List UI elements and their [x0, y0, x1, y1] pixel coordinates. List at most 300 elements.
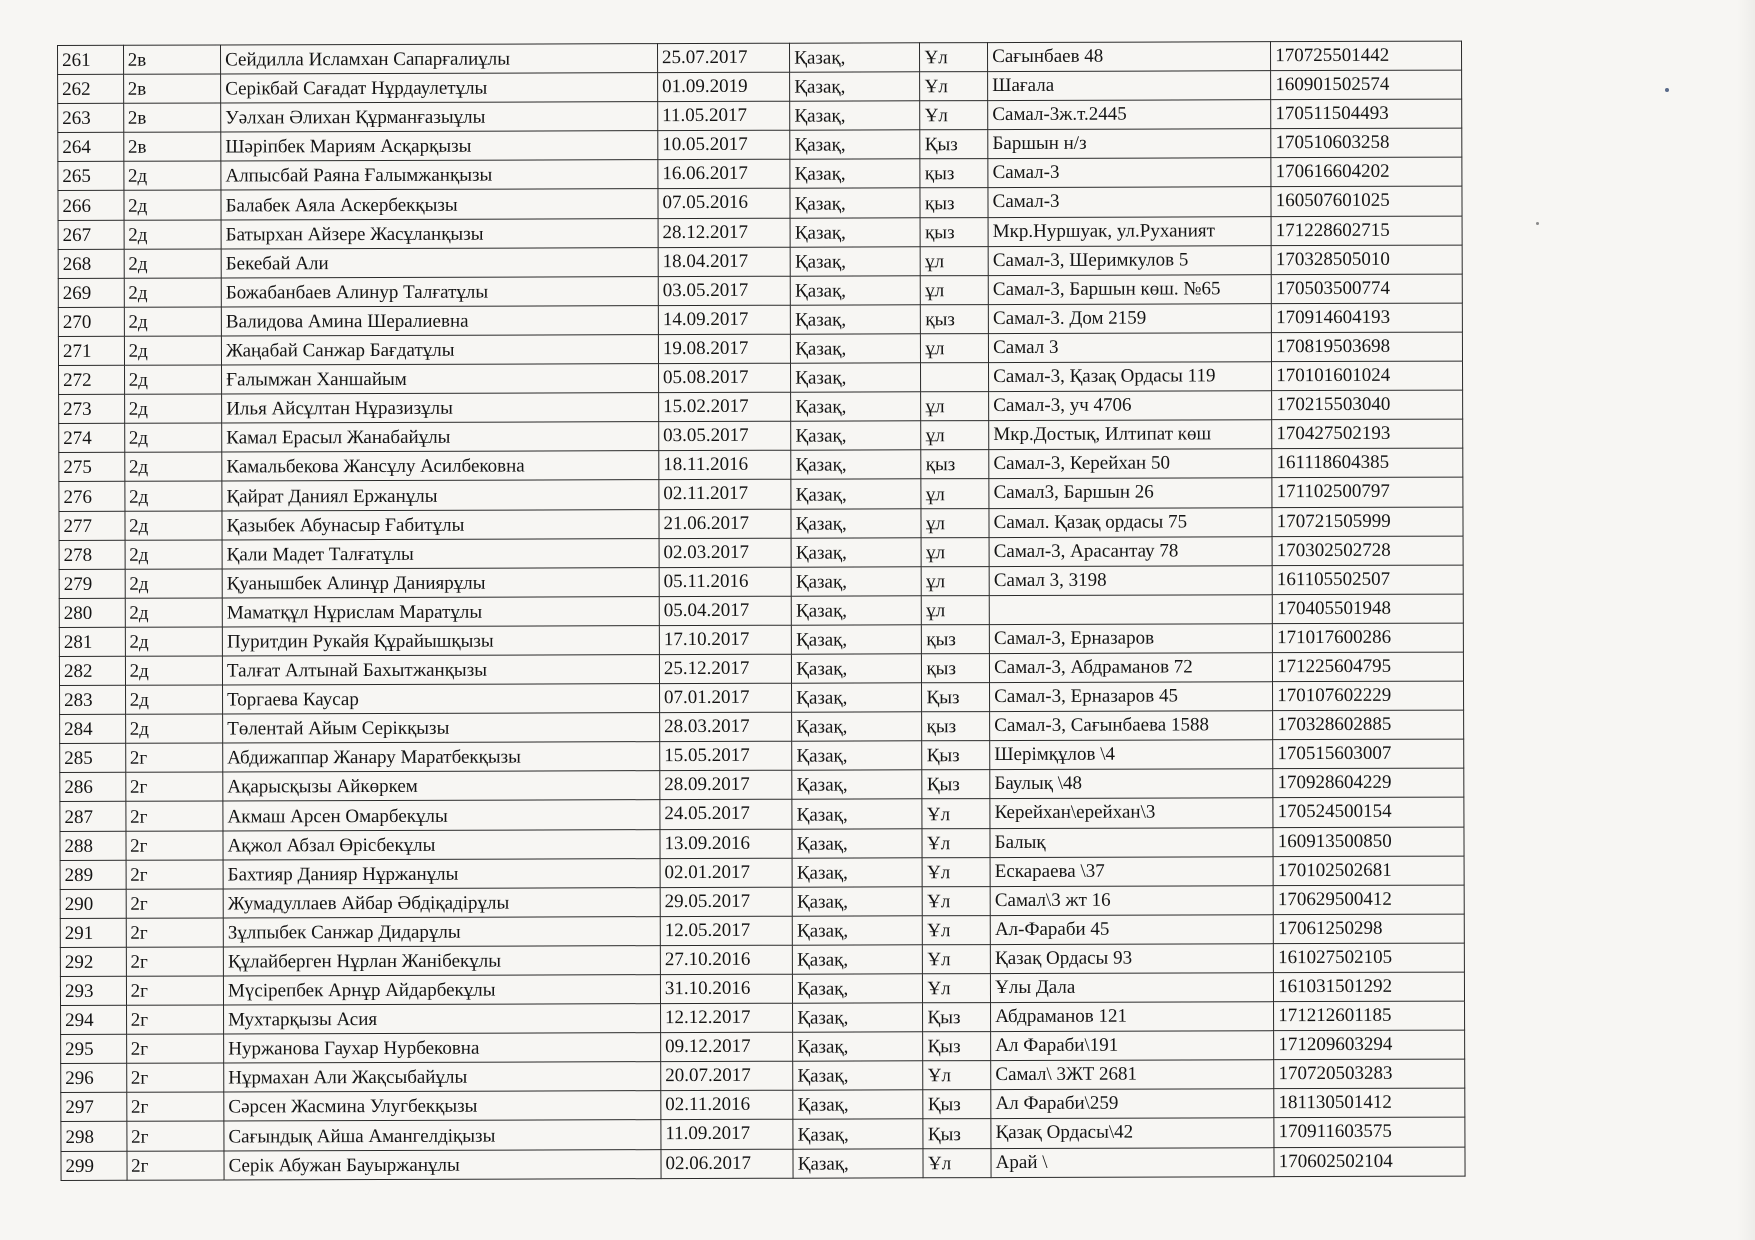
- nationality-cell: Қазақ,: [790, 188, 920, 218]
- table-row: [60, 739, 1464, 773]
- iin-cell: 171228602715: [1271, 216, 1462, 246]
- student-name-cell: Зұлпыбек Санжар Дидарұлы: [223, 916, 660, 946]
- address-cell: Самал3, Баршын 26: [989, 478, 1272, 508]
- class-cell: 2д: [125, 685, 223, 714]
- student-name-cell: Бахтияр Данияр Нұржанұлы: [223, 858, 660, 888]
- table-row: [60, 798, 1464, 832]
- address-cell: Балық: [990, 827, 1273, 857]
- table-row: [60, 914, 1464, 948]
- class-cell: 2д: [124, 190, 222, 219]
- table-row: [61, 1147, 1465, 1181]
- table-row: [58, 157, 1462, 191]
- birth-date-cell: 13.09.2016: [660, 829, 792, 859]
- iin-cell: 171209603294: [1274, 1030, 1465, 1060]
- class-cell: 2в: [123, 45, 221, 74]
- address-cell: Самал-3ж.т.2445: [988, 100, 1271, 130]
- sex-cell: қыз: [922, 712, 990, 741]
- nationality-cell: Қазақ,: [793, 1003, 923, 1033]
- nationality-cell: Қазақ,: [791, 334, 921, 364]
- class-cell: 2г: [126, 860, 224, 889]
- student-name-cell: Пуритдин Рукайя Құрайышқызы: [222, 625, 659, 655]
- birth-date-cell: 20.07.2017: [661, 1061, 793, 1091]
- nationality-cell: Қазақ,: [792, 799, 922, 829]
- iin-cell: 170725501442: [1271, 41, 1462, 71]
- row-number-cell: 274: [59, 424, 125, 453]
- iin-cell: 170215503040: [1272, 390, 1463, 420]
- iin-cell: 170107602229: [1273, 681, 1464, 711]
- birth-date-cell: 02.11.2016: [661, 1091, 793, 1121]
- class-cell: 2г: [127, 1151, 225, 1181]
- address-cell: Шағала: [988, 71, 1271, 101]
- table-row: [59, 390, 1463, 424]
- sex-cell: қыз: [921, 450, 989, 479]
- student-name-cell: Шәріпбек Мариям Асқарқызы: [221, 131, 658, 161]
- table-row: [60, 856, 1464, 890]
- table-row: [61, 1030, 1465, 1064]
- table-row: [58, 274, 1462, 308]
- row-number-cell: 293: [60, 976, 126, 1005]
- class-cell: 2г: [126, 1034, 224, 1063]
- student-name-cell: Сағындық Айша Амангелдіқызы: [224, 1120, 661, 1150]
- birth-date-cell: 12.12.2017: [660, 1003, 792, 1033]
- nationality-cell: Қазақ,: [792, 828, 922, 858]
- nationality-cell: Қазақ,: [793, 1148, 923, 1178]
- iin-cell: 170511504493: [1271, 99, 1462, 129]
- sex-cell: Ұл: [922, 799, 990, 828]
- sex-cell: қыз: [920, 159, 988, 188]
- table-row: [60, 768, 1464, 802]
- iin-cell: 171017600286: [1273, 623, 1464, 653]
- address-cell: Самал 3: [989, 333, 1272, 363]
- address-cell: Ескараева \37: [990, 856, 1273, 886]
- iin-cell: 161031501292: [1274, 972, 1465, 1002]
- student-name-cell: Валидова Амина Шералиевна: [221, 305, 658, 335]
- class-cell: 2г: [126, 976, 224, 1005]
- nationality-cell: Қазақ,: [791, 392, 921, 422]
- nationality-cell: Қазақ,: [793, 1061, 923, 1091]
- sex-cell: Ұл: [923, 886, 991, 915]
- table-row: [58, 128, 1462, 162]
- sex-cell: Қыз: [922, 741, 990, 770]
- student-name-cell: Илья Айсұлтан Нұразизұлы: [222, 393, 659, 423]
- nationality-cell: Қазақ,: [793, 974, 923, 1004]
- nationality-cell: Қазақ,: [791, 450, 921, 480]
- class-cell: 2д: [124, 220, 222, 249]
- birth-date-cell: 07.05.2016: [658, 189, 790, 219]
- row-number-cell: 269: [58, 278, 124, 307]
- student-name-cell: Жумадуллаев Айбар Әбдіқадірұлы: [223, 887, 660, 917]
- sex-cell: Қыз: [922, 770, 990, 799]
- class-cell: 2д: [125, 540, 223, 569]
- student-name-cell: Қайрат Даниял Ержанұлы: [222, 480, 659, 510]
- student-name-cell: Бекебай Али: [221, 247, 658, 277]
- class-cell: 2д: [125, 598, 223, 627]
- class-cell: 2д: [125, 714, 223, 743]
- class-cell: 2д: [124, 307, 222, 336]
- birth-date-cell: 25.07.2017: [657, 43, 789, 73]
- sex-cell: ұл: [921, 334, 989, 363]
- sex-cell: Қыз: [920, 130, 988, 159]
- row-number-cell: 296: [61, 1064, 127, 1093]
- student-name-cell: Қазыбек Абунасыр Ғабитұлы: [222, 509, 659, 539]
- iin-cell: 17061250298: [1273, 914, 1464, 944]
- address-cell: Самал. Қазақ ордасы 75: [989, 507, 1272, 537]
- birth-date-cell: 17.10.2017: [659, 625, 791, 655]
- student-name-cell: Уәлхан Әлихан Құрманғазыұлы: [221, 102, 658, 132]
- nationality-cell: Қазақ,: [792, 857, 922, 887]
- class-cell: 2г: [126, 1063, 224, 1092]
- iin-cell: 170629500412: [1273, 885, 1464, 915]
- row-number-cell: 276: [59, 482, 125, 511]
- address-cell: Мкр.Нуршуак, ул.Руханият: [988, 216, 1271, 246]
- nationality-cell: Қазақ,: [793, 1119, 923, 1149]
- birth-date-cell: 07.01.2017: [659, 683, 791, 713]
- row-number-cell: 278: [59, 540, 125, 569]
- address-cell: Самал-3, уч 4706: [989, 391, 1272, 421]
- student-name-cell: Маматқұл Нұрислам Маратұлы: [222, 596, 659, 626]
- address-cell: Баршын н/з: [988, 129, 1271, 159]
- birth-date-cell: 16.06.2017: [658, 160, 790, 190]
- address-cell: Мкр.Достық, Илтипат көш: [989, 420, 1272, 450]
- nationality-cell: Қазақ,: [790, 72, 920, 102]
- table-row: [60, 943, 1464, 977]
- nationality-cell: Қазақ,: [790, 246, 920, 276]
- table-row: [60, 710, 1464, 744]
- birth-date-cell: 05.08.2017: [658, 363, 790, 393]
- class-cell: 2г: [126, 947, 224, 976]
- row-number-cell: 298: [61, 1122, 127, 1151]
- table-row: [59, 536, 1463, 570]
- row-number-cell: 297: [61, 1093, 127, 1122]
- address-cell: Самал-3, Абдраманов 72: [990, 653, 1273, 683]
- class-cell: 2д: [124, 423, 222, 452]
- student-name-cell: Төлентай Айым Серікқызы: [223, 713, 660, 743]
- table-row: [61, 1059, 1465, 1093]
- birth-date-cell: 31.10.2016: [660, 974, 792, 1004]
- address-cell: Самал-3: [988, 187, 1271, 217]
- row-number-cell: 283: [60, 685, 126, 714]
- birth-date-cell: 05.04.2017: [659, 596, 791, 626]
- student-name-cell: Қуанышбек Алинұр Даниярұлы: [222, 567, 659, 597]
- row-number-cell: 268: [58, 249, 124, 278]
- birth-date-cell: 03.05.2017: [658, 276, 790, 306]
- roster-body: [58, 41, 1466, 1180]
- student-name-cell: Алпысбай Раяна Ғалымжанқызы: [221, 160, 658, 190]
- birth-date-cell: 03.05.2017: [659, 421, 791, 451]
- iin-cell: 170721505999: [1272, 507, 1463, 537]
- birth-date-cell: 14.09.2017: [658, 305, 790, 335]
- class-cell: 2г: [126, 889, 224, 918]
- student-name-cell: Камал Ерасыл Жанабайұлы: [222, 422, 659, 452]
- table-row: [61, 1088, 1465, 1122]
- row-number-cell: 294: [61, 1005, 127, 1034]
- class-cell: 2д: [125, 569, 223, 598]
- sex-cell: Қыз: [923, 1032, 991, 1061]
- nationality-cell: Қазақ,: [790, 101, 920, 131]
- row-number-cell: 280: [59, 598, 125, 627]
- sex-cell: Ұл: [923, 1148, 991, 1178]
- sex-cell: Ұл: [923, 944, 991, 973]
- table-row: [59, 652, 1463, 686]
- address-cell: Арай \: [991, 1147, 1274, 1177]
- student-name-cell: Мухтарқызы Асия: [224, 1004, 661, 1034]
- class-cell: 2г: [126, 1005, 224, 1034]
- table-row: [60, 972, 1464, 1006]
- nationality-cell: Қазақ,: [790, 159, 920, 189]
- sex-cell: Ұл: [923, 857, 991, 886]
- iin-cell: 170616604202: [1271, 157, 1462, 187]
- iin-cell: 170302502728: [1272, 536, 1463, 566]
- class-cell: 2д: [125, 656, 223, 685]
- address-cell: Керейхан\ерейхан\3: [990, 798, 1273, 828]
- table-row: [59, 477, 1463, 511]
- address-cell: Самал-3, Шеримкулов 5: [988, 245, 1271, 275]
- student-name-cell: Қали Мадет Талғатұлы: [222, 538, 659, 568]
- row-number-cell: 271: [58, 336, 124, 365]
- birth-date-cell: 02.01.2017: [660, 858, 792, 888]
- row-number-cell: 282: [59, 656, 125, 685]
- row-number-cell: 266: [58, 191, 124, 220]
- table-row: [60, 885, 1464, 919]
- sex-cell: Ұл: [923, 915, 991, 944]
- class-cell: 2г: [126, 1092, 224, 1121]
- student-name-cell: Ақжол Абзал Өрісбекұлы: [223, 829, 660, 859]
- address-cell: Баулық \48: [990, 769, 1273, 799]
- class-cell: 2д: [124, 278, 222, 307]
- class-cell: 2г: [125, 772, 223, 801]
- birth-date-cell: 25.12.2017: [659, 654, 791, 684]
- class-cell: 2д: [124, 452, 222, 481]
- address-cell: Шерімқұлов \4: [990, 740, 1273, 770]
- sex-cell: ұл: [922, 537, 990, 566]
- student-name-cell: Божабанбаев Алинур Талғатұлы: [221, 276, 658, 306]
- class-cell: 2д: [125, 510, 223, 539]
- nationality-cell: Қазақ,: [792, 770, 922, 800]
- birth-date-cell: 21.06.2017: [659, 509, 791, 539]
- sex-cell: ұл: [921, 246, 989, 275]
- iin-cell: 171212601185: [1274, 1001, 1465, 1031]
- row-number-cell: 284: [60, 714, 126, 743]
- sex-cell: ұл: [922, 595, 990, 624]
- iin-cell: 171102500797: [1272, 477, 1463, 507]
- row-number-cell: 261: [58, 45, 124, 74]
- birth-date-cell: 09.12.2017: [661, 1032, 793, 1062]
- table-row: [58, 41, 1462, 75]
- nationality-cell: Қазақ,: [791, 508, 921, 538]
- address-cell: [989, 594, 1272, 624]
- class-cell: 2г: [126, 918, 224, 947]
- address-cell: Ұлы Дала: [991, 973, 1274, 1003]
- birth-date-cell: 18.11.2016: [659, 451, 791, 481]
- birth-date-cell: 02.03.2017: [659, 538, 791, 568]
- table-row: [59, 623, 1463, 657]
- class-cell: 2г: [126, 801, 224, 830]
- table-row: [58, 332, 1462, 366]
- nationality-cell: Қазақ,: [793, 1090, 923, 1120]
- row-number-cell: 270: [58, 307, 124, 336]
- table-row: [60, 827, 1464, 861]
- row-number-cell: 285: [60, 744, 126, 773]
- table-row: [58, 245, 1462, 279]
- row-number-cell: 299: [61, 1151, 127, 1181]
- sex-cell: ұл: [921, 479, 989, 508]
- address-cell: Абдраманов 121: [991, 1002, 1274, 1032]
- sex-cell: Ұл: [920, 101, 988, 130]
- class-cell: 2в: [123, 132, 221, 161]
- sex-cell: қыз: [921, 304, 989, 333]
- iin-cell: 170503500774: [1271, 274, 1462, 304]
- iin-cell: 170405501948: [1272, 594, 1463, 624]
- iin-cell: 170427502193: [1272, 419, 1463, 449]
- nationality-cell: Қазақ,: [790, 276, 920, 306]
- iin-cell: 170101601024: [1272, 361, 1463, 391]
- student-name-cell: Ғалымжан Ханшайым: [222, 364, 659, 394]
- birth-date-cell: 28.03.2017: [660, 712, 792, 742]
- birth-date-cell: 11.05.2017: [658, 101, 790, 131]
- table-row: [58, 70, 1462, 104]
- iin-cell: 170510603258: [1271, 128, 1462, 158]
- row-number-cell: 290: [60, 889, 126, 918]
- class-cell: 2д: [124, 394, 222, 423]
- birth-date-cell: 02.11.2017: [659, 480, 791, 510]
- table-row: [59, 507, 1463, 541]
- sex-cell: Қыз: [922, 683, 990, 712]
- scan-speck: [1665, 88, 1669, 92]
- row-number-cell: 265: [58, 162, 124, 191]
- birth-date-cell: 12.05.2017: [660, 916, 792, 946]
- row-number-cell: 287: [60, 802, 126, 831]
- class-cell: 2в: [123, 74, 221, 103]
- birth-date-cell: 05.11.2016: [659, 567, 791, 597]
- class-cell: 2д: [123, 161, 221, 190]
- student-name-cell: Камальбекова Жансұлу Асилбековна: [222, 451, 659, 481]
- birth-date-cell: 10.05.2017: [658, 130, 790, 160]
- iin-cell: 170515603007: [1273, 739, 1464, 769]
- table-row: [58, 216, 1462, 250]
- student-name-cell: Акмаш Арсен Омарбекұлы: [223, 800, 660, 830]
- table-row: [58, 303, 1462, 337]
- iin-cell: 161118604385: [1272, 448, 1463, 478]
- table-row: [61, 1118, 1465, 1152]
- nationality-cell: Қазақ,: [792, 712, 922, 742]
- row-number-cell: 275: [59, 453, 125, 482]
- row-number-cell: 264: [58, 133, 124, 162]
- birth-date-cell: 24.05.2017: [660, 800, 792, 830]
- birth-date-cell: 15.02.2017: [659, 392, 791, 422]
- address-cell: Самал 3, 3198: [989, 565, 1272, 595]
- student-roster-table: [57, 41, 1466, 1181]
- address-cell: Қазақ Ордасы\42: [991, 1118, 1274, 1148]
- address-cell: Самал-3, Ерназаров: [989, 624, 1272, 654]
- address-cell: Самал\ 3ЖТ 2681: [991, 1060, 1274, 1090]
- row-number-cell: 291: [60, 918, 126, 947]
- student-name-cell: Жаңабай Санжар Бағдатұлы: [221, 335, 658, 365]
- address-cell: Қазақ Ордасы 93: [990, 944, 1273, 974]
- birth-date-cell: 28.12.2017: [658, 218, 790, 248]
- sex-cell: ұл: [921, 508, 989, 537]
- sex-cell: Ұл: [920, 72, 988, 101]
- student-name-cell: Абдижаппар Жанару Маратбекқызы: [223, 742, 660, 772]
- sex-cell: Ұл: [923, 1061, 991, 1090]
- row-number-cell: 273: [59, 394, 125, 423]
- student-name-cell: Талғат Алтынай Бахытжанқызы: [222, 655, 659, 685]
- nationality-cell: Қазақ,: [790, 43, 920, 73]
- iin-cell: 170819503698: [1272, 332, 1463, 362]
- row-number-cell: 289: [60, 860, 126, 889]
- table-row: [59, 361, 1463, 395]
- nationality-cell: Қазақ,: [792, 887, 922, 917]
- iin-cell: 170328602885: [1273, 710, 1464, 740]
- iin-cell: 170602502104: [1274, 1147, 1465, 1177]
- iin-cell: 170928604229: [1273, 768, 1464, 798]
- iin-cell: 161027502105: [1274, 943, 1465, 973]
- nationality-cell: Қазақ,: [790, 217, 920, 247]
- birth-date-cell: 02.06.2017: [661, 1149, 793, 1179]
- sex-cell: Қыз: [923, 1119, 991, 1148]
- sex-cell: ұл: [921, 392, 989, 421]
- student-name-cell: Нұрмахан Али Жақсыбайұлы: [224, 1062, 661, 1092]
- address-cell: Ал Фараби\259: [991, 1089, 1274, 1119]
- iin-cell: 170911603575: [1274, 1118, 1465, 1148]
- row-number-cell: 263: [58, 103, 124, 132]
- class-cell: 2г: [125, 743, 223, 772]
- row-number-cell: 267: [58, 220, 124, 249]
- address-cell: Самал-3, Қазақ Ордасы 119: [989, 362, 1272, 392]
- sex-cell: ұл: [922, 566, 990, 595]
- sex-cell: қыз: [920, 188, 988, 217]
- iin-cell: 170914604193: [1272, 303, 1463, 333]
- student-name-cell: Серік Абужан Бауыржанұлы: [224, 1149, 661, 1180]
- nationality-cell: Қазақ,: [791, 363, 921, 393]
- address-cell: Самал-3. Дом 2159: [988, 304, 1271, 334]
- address-cell: Самал-3: [988, 158, 1271, 188]
- class-cell: 2г: [127, 1121, 225, 1150]
- iin-cell: 161105502507: [1272, 565, 1463, 595]
- class-cell: 2в: [123, 103, 221, 132]
- nationality-cell: Қазақ,: [792, 916, 922, 946]
- birth-date-cell: 15.05.2017: [660, 741, 792, 771]
- sex-cell: қыз: [922, 624, 990, 653]
- sex-cell: Ұл: [920, 43, 988, 72]
- row-number-cell: 295: [61, 1034, 127, 1063]
- nationality-cell: Қазақ,: [791, 305, 921, 335]
- address-cell: Самал-3, Керейхан 50: [989, 449, 1272, 479]
- iin-cell: 160913500850: [1273, 827, 1464, 857]
- sex-cell: [921, 363, 989, 392]
- row-number-cell: 288: [60, 831, 126, 860]
- class-cell: 2д: [124, 481, 222, 510]
- birth-date-cell: 29.05.2017: [660, 887, 792, 917]
- iin-cell: 160901502574: [1271, 70, 1462, 100]
- address-cell: Самал-3, Баршын көш. №65: [988, 274, 1271, 304]
- row-number-cell: 286: [60, 773, 126, 802]
- address-cell: Сағынбаев 48: [988, 42, 1271, 72]
- class-cell: 2д: [124, 336, 222, 365]
- row-number-cell: 281: [59, 627, 125, 656]
- birth-date-cell: 18.04.2017: [658, 247, 790, 277]
- table-row: [59, 448, 1463, 482]
- iin-cell: 170102502681: [1273, 856, 1464, 886]
- student-name-cell: Балабек Аяла Аскербекқызы: [221, 189, 658, 219]
- nationality-cell: Қазақ,: [792, 654, 922, 684]
- nationality-cell: Қазақ,: [792, 625, 922, 655]
- sex-cell: ұл: [921, 275, 989, 304]
- table-row: [60, 681, 1464, 715]
- sex-cell: Ұл: [923, 974, 991, 1003]
- table-row: [59, 419, 1463, 453]
- row-number-cell: 279: [59, 569, 125, 598]
- birth-date-cell: 11.09.2017: [661, 1120, 793, 1150]
